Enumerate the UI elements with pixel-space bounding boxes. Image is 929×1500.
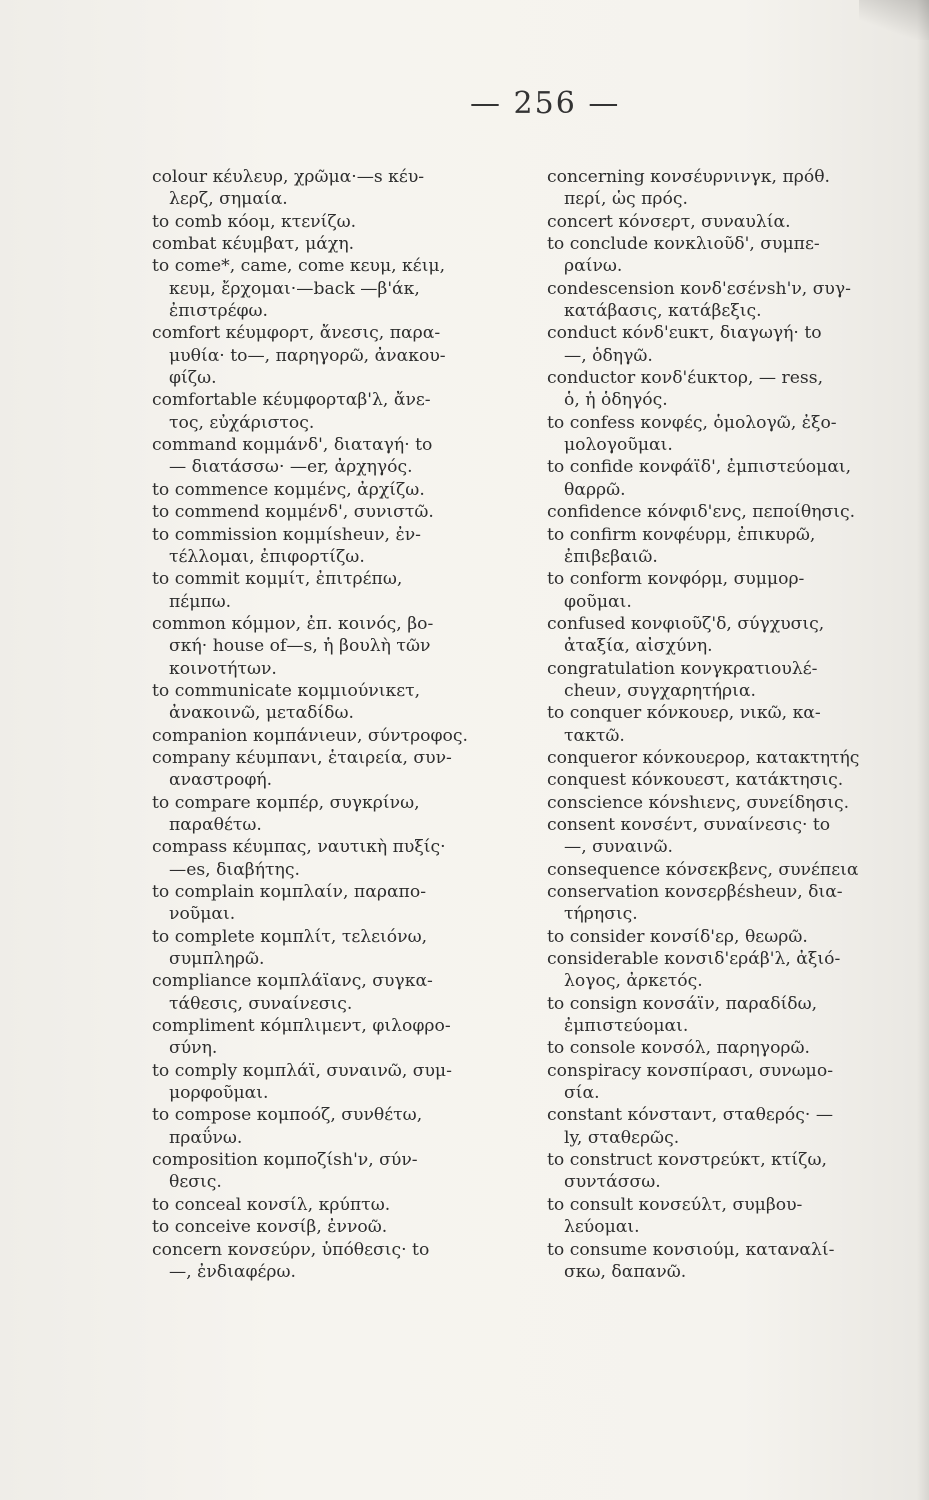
page-corner-shadow xyxy=(859,0,929,40)
right-column xyxy=(547,166,909,1283)
dictionary-entry-line: company κέυμπανι, ἑταιρεία, συν- xyxy=(152,747,452,768)
entry-continuation-line: λεύομαι. xyxy=(564,1217,640,1238)
entry-continuation-line: πραΰνω. xyxy=(169,1127,243,1148)
entry-continuation-line: λερζ, σημαία. xyxy=(169,189,288,210)
dictionary-entry-line: compass κέυμπας, ναυτικὴ πυξίς· xyxy=(152,837,446,858)
dictionary-entry-line: to commence κομμένς, ἀρχίζω. xyxy=(152,479,425,500)
page-edge-shadow xyxy=(917,0,929,1500)
dictionary-entry-line: to complete κομπλίτ, τελειόνω, xyxy=(152,926,428,947)
dictionary-entry-line: companion κομπάνιeuν, σύντροφος. xyxy=(152,725,468,746)
dictionary-entry-line: comfort κέυμφορτ, ἄνεσις, παρα- xyxy=(152,323,441,344)
dictionary-entry-line: colour κέυλευρ, χρῶμα·—s κέυ- xyxy=(152,167,425,187)
dictionary-entry-line: conservation κονσερβέsheuν, δια- xyxy=(547,882,843,902)
entry-continuation-line: ἀταξία, αἰσχύνη. xyxy=(564,636,713,657)
entry-continuation-line: τάθεσις, συναίνεσις. xyxy=(169,993,353,1014)
entry-continuation-line: μορφοῦμαι. xyxy=(169,1083,269,1104)
entry-continuation-line: —es, διαβήτης. xyxy=(169,859,300,880)
dictionary-entry-line: to confess κονφές, ὁμολογῶ, ἐξο- xyxy=(547,412,837,433)
entry-continuation-line: παραθέτω. xyxy=(169,814,262,835)
dictionary-entry-line: compliance κομπλάϊανς, συγκα- xyxy=(152,971,433,992)
dictionary-entry-line: to consume κονσιούμ, καταναλί- xyxy=(547,1239,835,1260)
dictionary-entry-line: conqueror κόνκουερορ, κατακτητής xyxy=(547,747,860,768)
entry-continuation-line: πέμπω. xyxy=(169,591,232,612)
dictionary-entry-line: to console κονσόλ, παρηγορῶ. xyxy=(547,1038,811,1059)
dictionary-entry-line: concerning κονσέυρνινγκ, πρόθ. xyxy=(547,167,831,187)
dictionary-entry-line: to commend κομμένδ', συνιστῶ. xyxy=(152,502,434,523)
entry-continuation-line: ἐμπιστεύομαι. xyxy=(564,1016,689,1037)
dictionary-entry-line: congratulation κονγκρατιουλέ- xyxy=(547,658,818,679)
entry-continuation-line: cheuν, συγχαρητήρια. xyxy=(564,680,756,701)
dictionary-entry-line: to come*, came, come κευμ, κέιμ, xyxy=(152,256,446,277)
dictionary-entry-line: to conclude κονκλιοῦδ', συμπε- xyxy=(547,234,820,255)
entry-continuation-line: τήρησις. xyxy=(564,904,638,925)
dictionary-entry-line: composition κομποζίsh'ν, σύν- xyxy=(152,1150,418,1171)
entry-continuation-line: σύνη. xyxy=(169,1038,218,1059)
entry-continuation-line: σκή· house of—s, ἡ βουλὴ τῶν xyxy=(169,636,431,657)
dictionary-entry-line: condescension κονδ'εσένsh'ν, συγ- xyxy=(547,278,851,299)
dictionary-entry-line: comfortable κέυμφορταβ'λ, ἄνε- xyxy=(152,390,431,411)
entry-continuation-line: κατάβασις, κατάβεξις. xyxy=(564,301,762,322)
dictionary-entry-line: conscience κόνshιενς, συνείδησις. xyxy=(547,792,850,813)
entry-continuation-line: τος, εὐχάριστος. xyxy=(169,412,315,433)
entry-continuation-line: τέλλομαι, ἐπιφορτίζω. xyxy=(169,546,365,567)
dictionary-entry-line: conquest κόνκουεστ, κατάκτησις. xyxy=(547,770,844,791)
entry-continuation-line: ἐπιστρέφω. xyxy=(169,301,269,322)
entry-continuation-line: τακτῶ. xyxy=(564,725,625,746)
dictionary-entry-line: to consult κονσεύλτ, συμβου- xyxy=(547,1194,803,1215)
dictionary-entry-line: combat κέυμβατ, μάχη. xyxy=(152,234,355,255)
dictionary-entry-line: to conceal κονσίλ, κρύπτω. xyxy=(152,1194,391,1215)
dictionary-entry-line: confidence κόνφιδ'ενς, πεποίθησις. xyxy=(547,502,856,523)
dictionary-entry-line: to construct κονστρεύκτ, κτίζω, xyxy=(547,1150,827,1171)
page-number: — 256 — xyxy=(470,86,621,121)
entry-continuation-line: φοῦμαι. xyxy=(564,591,632,612)
dictionary-entry-line: to confide κονφάϊδ', ἐμπιστεύομαι, xyxy=(547,457,852,478)
dictionary-entry-line: to confirm κονφέυρμ, ἐπικυρῶ, xyxy=(547,524,816,545)
entry-continuation-line: θαρρῶ. xyxy=(564,479,626,500)
dictionary-entry-line: to compose κομποόζ, συνθέτω, xyxy=(152,1105,423,1126)
entry-continuation-line: μολογοῦμαι. xyxy=(564,435,673,456)
dictionary-entry-line: to comb κόομ, κτενίζω. xyxy=(152,211,357,232)
entry-continuation-line: νοῦμαι. xyxy=(169,904,236,925)
dictionary-entry-line: to consider κονσίδ'ερ, θεωρῶ. xyxy=(547,926,808,947)
entry-continuation-line: συμπληρῶ. xyxy=(169,949,265,970)
dictionary-entry-line: concern κονσεύρν, ὑπόθεσις· to xyxy=(152,1239,430,1260)
entry-continuation-line: συντάσσω. xyxy=(564,1172,661,1193)
dictionary-entry-line: common κόμμον, ἐπ. κοινός, βο- xyxy=(152,613,434,634)
dictionary-entry-line: to conquer κόνκουερ, νικῶ, κα- xyxy=(547,703,821,724)
entry-continuation-line: κοινοτήτων. xyxy=(169,658,277,679)
entry-continuation-line: σκω, δαπανῶ. xyxy=(564,1261,687,1282)
entry-continuation-line: ἐπιβεβαιῶ. xyxy=(564,546,658,567)
entry-continuation-line: περί, ὡς πρός. xyxy=(564,189,688,210)
entry-continuation-line: θεσις. xyxy=(169,1172,222,1193)
dictionary-entry-line: concert κόνσερτ, συναυλία. xyxy=(547,211,791,232)
dictionary-entry-line: considerable κονσιδ'εράβ'λ, ἀξιό- xyxy=(547,949,841,970)
entry-continuation-line: κευμ, ἔρχομαι·—back —β'άκ, xyxy=(169,278,420,299)
dictionary-entry-line: compliment κόμπλιμεντ, φιλοφρο- xyxy=(152,1016,451,1037)
dictionary-entry-line: conduct κόνδ'εuκτ, διαγωγή· to xyxy=(547,323,822,344)
dictionary-entry-line: to conform κονφόρμ, συμμορ- xyxy=(547,569,805,590)
entry-continuation-line: —, συναινῶ. xyxy=(564,837,674,858)
dictionary-entry-line: to compare κομπέρ, συγκρίνω, xyxy=(152,792,420,813)
dictionary-entry-line: command κομμάνδ', διαταγή· to xyxy=(152,435,433,456)
dictionary-entry-line: consequence κόνσεκβενς, συνέπεια xyxy=(547,859,859,880)
dictionary-entry-line: to conceive κονσίβ, ἐννοῶ. xyxy=(152,1217,388,1238)
dictionary-entry-line: constant κόνσταντ, σταθερός· — xyxy=(547,1105,834,1126)
entry-continuation-line: ly, σταθερῶς. xyxy=(564,1127,680,1148)
dictionary-entry-line: to complain κομπλαίν, παραπο- xyxy=(152,882,427,902)
entry-continuation-line: αναστροφή. xyxy=(169,770,273,791)
left-column xyxy=(152,166,492,1283)
entry-continuation-line: —, ἐνδιαφέρω. xyxy=(169,1261,297,1282)
dictionary-entry-line: to commit κομμίτ, ἐπιτρέπω, xyxy=(152,569,403,590)
entry-continuation-line: —, ὁδηγῶ. xyxy=(564,345,653,366)
dictionary-entry-line: conductor κονδ'έuκτορ, — ress, xyxy=(547,368,824,389)
entry-continuation-line: ὁ, ἡ ὁδηγός. xyxy=(564,390,668,411)
dictionary-entry-line: confused κονφιοῦζ'δ, σύγχυσις, xyxy=(547,613,825,634)
dictionary-entry-line: conspiracy κονσπίρασι, συνωμο- xyxy=(547,1060,834,1081)
entry-continuation-line: ραίνω. xyxy=(564,256,623,277)
dictionary-entry-line: to consign κονσάϊν, παραδίδω, xyxy=(547,993,818,1014)
entry-continuation-line: λογος, ἀρκετός. xyxy=(564,971,703,992)
dictionary-entry-line: to comply κομπλάϊ, συναινῶ, συμ- xyxy=(152,1060,452,1081)
entry-continuation-line: φίζω. xyxy=(169,368,217,389)
dictionary-entry-line: to commission κομμίsheuν, ἐν- xyxy=(152,524,421,545)
entry-continuation-line: μυθία· to—, παρηγορῶ, ἀνακου- xyxy=(169,345,446,366)
entry-continuation-line: ἀνακοινῶ, μεταδίδω. xyxy=(169,703,354,724)
entry-continuation-line: σία. xyxy=(564,1083,600,1104)
dictionary-entry-line: to communicate κομμιούνικετ, xyxy=(152,680,421,701)
entry-continuation-line: — διατάσσω· —er, ἀρχηγός. xyxy=(169,457,413,478)
dictionary-entry-line: consent κονσέντ, συναίνεσις· to xyxy=(547,814,831,835)
